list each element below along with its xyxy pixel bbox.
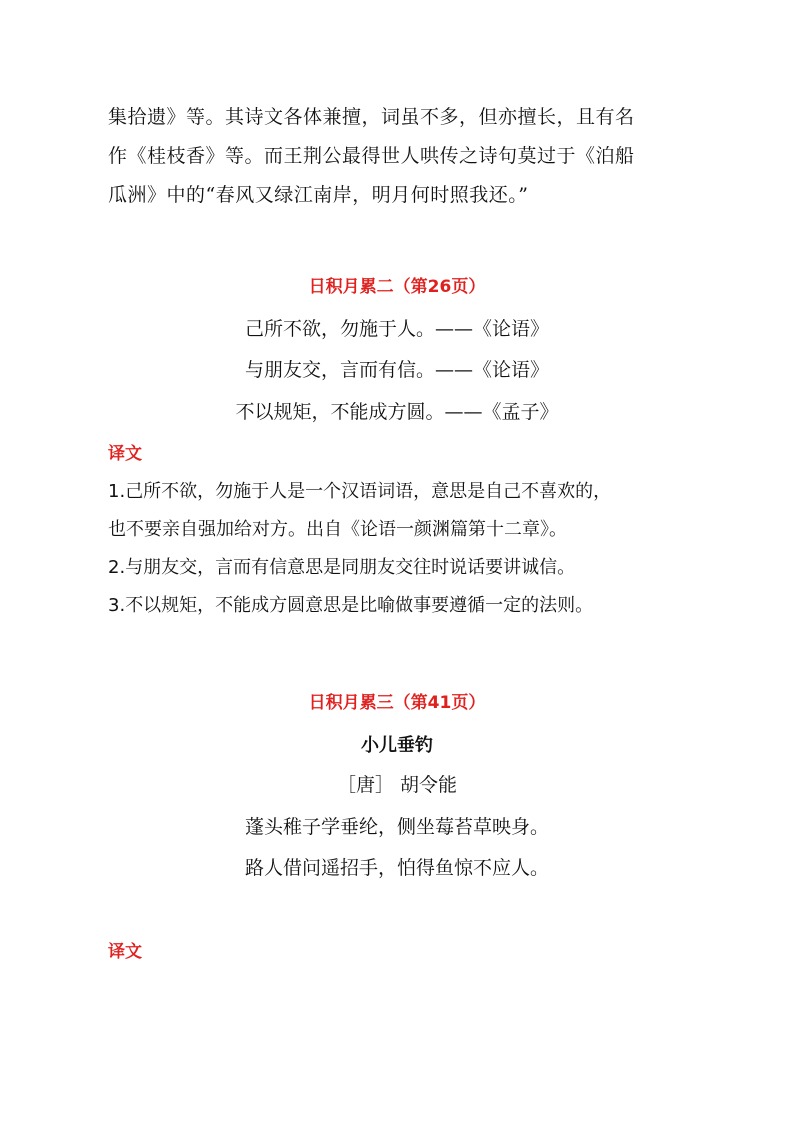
section2-translation-label: 译文 (108, 444, 142, 464)
poem-author: ［唐］ 胡令能 (336, 774, 458, 796)
translation-list (108, 473, 698, 625)
quote-2: 与朋友交，言而有信。——《论语》 (244, 359, 549, 381)
intro-paragraph (108, 98, 690, 215)
intro-line-1: 集拾遗》等。其诗文各体兼擅，词虽不多，但亦擅长，且有名 (108, 106, 635, 128)
section2-heading: 日积月累二（第26页） (308, 277, 486, 297)
quote-1: 己所不欲，勿施于人。——《论语》 (244, 318, 549, 340)
poem-line-1: 蓬头稚子学垂纶，侧坐莓苔草映身。 (244, 816, 549, 838)
translation-item-2: 2.与朋友交，言而有信意思是同朋友交往时说话要讲诚信。 (108, 557, 576, 578)
translation-item-1: 1.己所不欲，勿施于人是一个汉语词语，意思是自己不喜欢的， (108, 481, 612, 502)
translation-item-3: 3.不以规矩，不能成方圆意思是比喻做事要遵循一定的法则。 (108, 595, 594, 616)
section3-heading: 日积月累三（第41页） (308, 693, 486, 713)
section3-translation-label: 译文 (108, 942, 142, 962)
intro-line-2: 作《桂枝香》等。而王荆公最得世人哄传之诗句莫过于《泊船 (108, 145, 635, 167)
poem-line-2: 路人借问遥招手，怕得鱼惊不应人。 (244, 857, 549, 879)
quote-3: 不以规矩，不能成方圆。——《孟子》 (235, 401, 559, 423)
translation-item-1-cont: 也不要亲自强加给对方。出自《论语一颜渊篇第十二章》。 (108, 519, 567, 540)
poem-title: 小儿垂钓 (361, 735, 433, 756)
intro-line-3: 瓜洲》中的“春风又绿江南岸，明月何时照我还。” (108, 184, 529, 206)
